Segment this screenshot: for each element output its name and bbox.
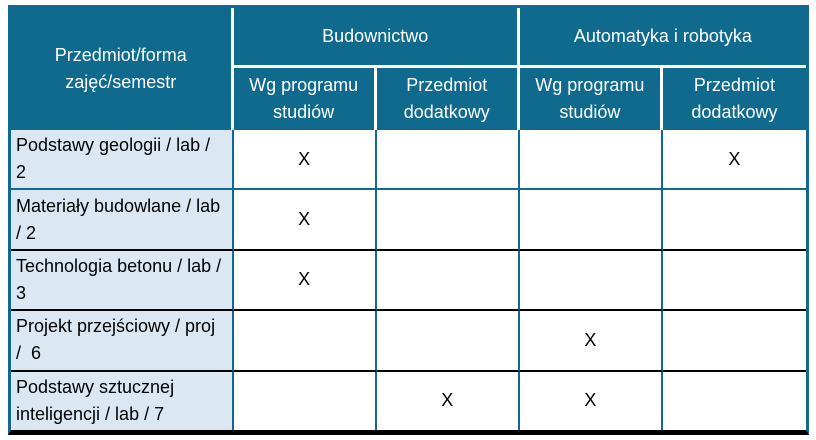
mark-cell: X [663, 130, 806, 190]
table-body [11, 130, 806, 430]
mark-cell [663, 190, 806, 250]
mark-cell [663, 372, 806, 430]
mark-cell [663, 311, 806, 371]
table-row [11, 130, 806, 190]
subheader-automatyka-dodatkowy: Przedmiot dodatkowy [663, 68, 806, 130]
mark-cell: X [234, 190, 377, 250]
mark-cell [377, 190, 520, 250]
group-header-budownictwo: Budownictwo [234, 8, 520, 68]
mark-cell [234, 372, 377, 430]
table-header [11, 8, 806, 130]
subject-cell: Projekt przejściowy / proj / 6 [11, 311, 234, 371]
table-row [11, 372, 806, 430]
subjects-by-program-table [11, 8, 806, 430]
corner-header-cell: Przedmiot/forma zajęć/semestr [11, 8, 234, 130]
mark-cell: X [234, 130, 377, 190]
mark-cell [377, 251, 520, 311]
mark-cell: X [234, 251, 377, 311]
subjects-table [8, 5, 809, 435]
mark-cell [520, 251, 663, 311]
mark-cell: X [520, 311, 663, 371]
subject-cell: Podstawy sztucznej inteligencji / lab / 7 [11, 372, 234, 430]
mark-cell [520, 190, 663, 250]
mark-cell: X [520, 372, 663, 430]
subheader-budownictwo-program: Wg programu studiów [234, 68, 377, 130]
subheader-automatyka-program: Wg programu studiów [520, 68, 663, 130]
mark-cell: X [377, 372, 520, 430]
subject-cell: Technologia betonu / lab / 3 [11, 251, 234, 311]
mark-cell [520, 130, 663, 190]
table-row [11, 311, 806, 371]
mark-cell [234, 311, 377, 371]
table-row [11, 190, 806, 250]
mark-cell [377, 130, 520, 190]
mark-cell [663, 251, 806, 311]
subject-cell: Podstawy geologii / lab / 2 [11, 130, 234, 190]
group-header-automatyka: Automatyka i robotyka [520, 8, 806, 68]
subject-cell: Materiały budowlane / lab / 2 [11, 190, 234, 250]
mark-cell [377, 311, 520, 371]
subheader-budownictwo-dodatkowy: Przedmiot dodatkowy [377, 68, 520, 130]
table-row [11, 251, 806, 311]
group-header-row [11, 8, 806, 68]
